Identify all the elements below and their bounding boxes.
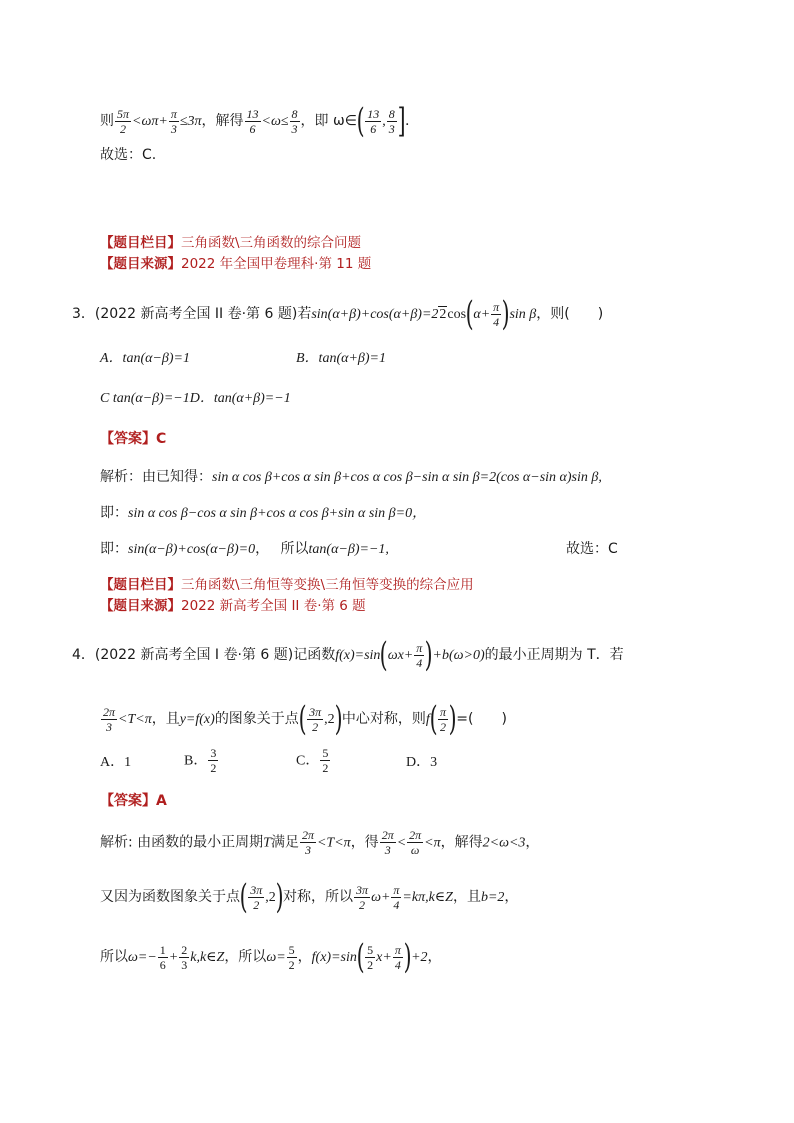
math-expr: <ω≤ (261, 114, 289, 129)
q4-stem: 4．(2022 新高考全国 I 卷·第 6 题)记函数f(x)=sin(ωx+ $\frac{\pi}{4}$ )+b(ω>0)的最小正周期为 T．若 (72, 635, 624, 675)
fraction: $\frac{2\pi}{3}$ (103, 704, 116, 734)
q3-stem: 3．(2022 新高考全国 II 卷·第 6 题)若sin(α+β)+cos(α+β)=22cos(α+ $\frac{\pi}{4}$ )sin β，则( ) (72, 294, 604, 334)
fraction: $\frac{8}{3}$ (388, 106, 395, 136)
q4-option-a: A．1 (100, 755, 132, 770)
fraction: $\frac{\pi}{3}$ (170, 106, 177, 136)
text: 则 (100, 113, 114, 129)
q3-option-a: A．tan(α−β)=1 (100, 351, 190, 366)
text: ，解得 (201, 113, 244, 129)
solution-line-1: 则 $\frac{5\pi}{2}$ <ωπ+ $\frac{\pi}{3}$ ≤3π，解得 $\frac{13}{6}$ <ω≤ $\frac{8}{3}$ ，即 ω∈( $\frac{13}{6}$ , $\frac{8}{3}$ ]. (100, 101, 410, 141)
meta-source: 【题目来源】2022 新高考全国 II 卷·第 6 题 (100, 598, 366, 614)
q4-option-c: C． $\frac{5}{2}$ (296, 746, 329, 775)
fraction: $\frac{13}{6}$ (367, 106, 380, 136)
paren: ( (356, 101, 365, 141)
fraction: $\frac{13}{6}$ (246, 106, 259, 136)
q3-option-cd: C tan(α−β)=−1D．tan(α+β)=−1 (100, 391, 291, 406)
q4-solution-2: 又因为函数图象关于点( $\frac{3\pi}{2}$ ,2)对称，所以 $\frac{3\pi}{2}$ ω+ $\frac{\pi}{4}$ =kπ,k∈Z，且b=2， (100, 877, 519, 917)
fraction: $\frac{\pi}{2}$ (440, 704, 447, 734)
fraction: $\frac{8}{3}$ (291, 106, 298, 136)
text: . (404, 113, 410, 129)
text: ，即 ω∈ (300, 113, 357, 129)
meta-source: 【题目来源】2022 年全国甲卷理科·第 11 题 (100, 256, 372, 272)
math-expr: ≤3π (179, 114, 202, 129)
paren: ] (397, 101, 406, 141)
q3-answer: 【答案】C (100, 431, 167, 447)
fraction: $\frac{\pi}{4}$ (493, 299, 500, 329)
q4-condition: $\frac{2\pi}{3}$ <T<π，且y=f(x)的图象关于点( $\frac{3\pi}{2}$ ,2)中心对称，则f( $\frac{\pi}{2}$ )=( ) (103, 699, 507, 739)
q3-solution-1: 解析：由已知得：sin α cos β+cos α sin β+cos α cos β−sin α sin β=2(cos α−sin α)sin β, (100, 469, 602, 485)
q3-solution-3: 即：sin(α−β)+cos(α−β)=0， 所以tan(α−β)=−1, (100, 541, 389, 557)
q3-choice: 故选：C (566, 541, 618, 557)
math-expr: <ωπ+ (132, 114, 168, 129)
q4-solution-1: 解析: 由函数的最小正周期T满足 $\frac{2\pi}{3}$ <T<π，得 $\frac{2\pi}{3}$ < $\frac{2\pi}{\omega}$ <π，解得2<ω<3， (100, 828, 540, 857)
q4-option-d: D．3 (406, 755, 438, 770)
q4-solution-3: 所以ω=− $\frac{1}{6}$ + $\frac{2}{3}$ k,k∈Z，所以ω= $\frac{5}{2}$ ，f(x)=sin( $\frac{5}{2}$ x+ $\frac{\pi}{4}$ )+2， (100, 937, 442, 977)
meta-category: 【题目栏目】三角函数\三角函数的综合问题 (100, 235, 362, 251)
q4-option-b: B． $\frac{3}{2}$ (184, 746, 217, 775)
fraction: $\frac{\pi}{4}$ (416, 640, 423, 670)
choice-line: 故选：C. (100, 147, 157, 163)
q4-answer: 【答案】A (100, 793, 167, 809)
q3-solution-2: 即：sin α cos β−cos α sin β+cos α cos β+sin α sin β=0， (100, 505, 427, 521)
fraction: $\frac{3\pi}{2}$ (309, 704, 322, 734)
meta-category: 【题目栏目】三角函数\三角恒等变换\三角恒等变换的综合应用 (100, 577, 474, 593)
q3-option-b: B．tan(α+β)=1 (296, 351, 386, 366)
sqrt: 2 (439, 307, 447, 322)
fraction: $\frac{5\pi}{2}$ (117, 106, 130, 136)
